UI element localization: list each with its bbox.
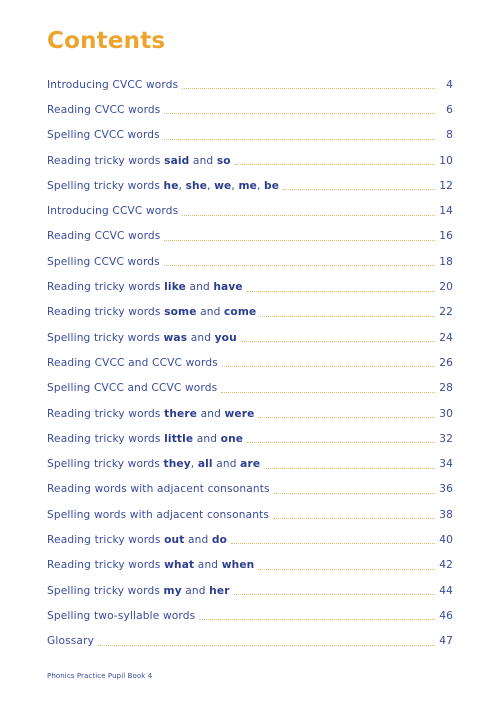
toc-page-number: 8 — [446, 129, 453, 142]
toc-entry-text: , — [256, 179, 265, 192]
toc-page-number: 34 — [439, 458, 453, 471]
toc-dot-leader — [260, 316, 435, 317]
toc-entry-text: Reading tricky words — [47, 533, 165, 546]
toc-tricky-word: little — [164, 432, 194, 445]
toc-page-number: 18 — [439, 255, 453, 268]
toc-dot-leader — [182, 88, 435, 89]
toc-page-number: 10 — [439, 154, 453, 167]
toc-entry-title — [47, 433, 243, 445]
toc-tricky-word: what — [164, 559, 195, 572]
toc-entry[interactable] — [47, 148, 453, 173]
toc-entry-text: Reading tricky words — [47, 407, 165, 420]
toc-page-number: 14 — [439, 205, 453, 218]
toc-entry-text: and — [194, 559, 222, 572]
toc-entry[interactable] — [47, 173, 453, 198]
toc-tricky-word: there — [164, 407, 198, 420]
toc-dot-leader — [235, 164, 435, 165]
toc-entry-title — [47, 180, 279, 192]
toc-dot-leader — [273, 518, 435, 519]
toc-entry-text: and — [193, 432, 221, 445]
toc-entry-text: Spelling tricky words — [47, 331, 164, 344]
toc-dot-leader — [247, 442, 435, 443]
toc-tricky-word: she — [185, 179, 208, 192]
toc-dot-leader — [164, 139, 435, 140]
toc-tricky-word: all — [197, 458, 213, 471]
toc-page-number: 46 — [439, 609, 453, 622]
toc-entry-text: Introducing CCVC words — [47, 205, 179, 218]
toc-entry-title — [47, 559, 254, 571]
toc-entry-text: , — [178, 179, 186, 192]
toc-entry[interactable] — [47, 578, 453, 603]
toc-dot-leader — [222, 366, 435, 367]
toc-tricky-word: was — [163, 331, 188, 344]
toc-page-number: 4 — [446, 78, 453, 91]
toc-page-number: 38 — [439, 508, 453, 521]
toc-entry[interactable] — [47, 274, 453, 299]
toc-tricky-word: one — [220, 432, 244, 445]
toc-page-number: 30 — [439, 407, 453, 420]
toc-entry-text: and — [189, 154, 217, 167]
toc-entry[interactable] — [47, 553, 453, 578]
toc-tricky-word: we — [214, 179, 232, 192]
toc-entry-text: Reading CVCC words — [47, 103, 161, 116]
toc-tricky-word: so — [216, 154, 231, 167]
toc-tricky-word: me — [238, 179, 257, 192]
toc-entry-title — [47, 205, 178, 217]
toc-entry[interactable] — [47, 224, 453, 249]
toc-entry[interactable] — [47, 603, 453, 628]
toc-entry-text: Spelling CCVC words — [47, 255, 160, 268]
toc-page-number: 12 — [439, 179, 453, 192]
toc-entry-text: and — [197, 407, 225, 420]
toc-dot-leader — [221, 392, 435, 393]
toc-entry-title — [47, 281, 243, 293]
toc-entry-text: and — [184, 533, 212, 546]
toc-tricky-word: be — [264, 179, 280, 192]
toc-entry-title — [47, 382, 217, 394]
toc-page-number: 47 — [439, 635, 453, 648]
toc-page-number: 26 — [439, 356, 453, 369]
toc-entry-text: and — [212, 458, 241, 471]
toc-entry-title — [47, 155, 231, 167]
toc-entry[interactable] — [47, 376, 453, 401]
toc-entry-text: Glossary — [47, 635, 94, 648]
toc-entry[interactable] — [47, 300, 453, 325]
toc-tricky-word: when — [221, 559, 255, 572]
toc-entry-text: , — [207, 179, 215, 192]
toc-entry-text: Spelling CVCC words — [47, 129, 160, 142]
toc-entry-title — [47, 332, 237, 344]
toc-page-number: 40 — [439, 533, 453, 546]
toc-entry-text: and — [185, 281, 214, 294]
toc-entry-text: Spelling tricky words — [47, 179, 164, 192]
toc-entry-title — [47, 585, 230, 597]
toc-entry[interactable] — [47, 198, 453, 223]
toc-tricky-word: do — [211, 533, 228, 546]
toc-entry[interactable] — [47, 502, 453, 527]
toc-entry-text: Reading words with adjacent consonants — [47, 483, 270, 496]
toc-entry[interactable] — [47, 401, 453, 426]
toc-tricky-word: they — [163, 458, 191, 471]
toc-entry-title — [47, 534, 227, 546]
toc-entry[interactable] — [47, 249, 453, 274]
toc-entry[interactable] — [47, 451, 453, 476]
toc-entry-text: Spelling tricky words — [47, 458, 164, 471]
toc-entry-text: Spelling words with adjacent consonants — [47, 508, 270, 521]
toc-entry-text: Reading tricky words — [47, 559, 165, 572]
toc-entry-text: , — [231, 179, 239, 192]
toc-tricky-word: like — [164, 281, 186, 294]
table-of-contents — [47, 72, 453, 654]
toc-entry-text: , — [190, 458, 198, 471]
toc-entry-title — [47, 104, 160, 116]
toc-entry-text: Reading tricky words — [47, 281, 165, 294]
toc-entry-text: Spelling two-syllable words — [47, 609, 196, 622]
toc-dot-leader — [247, 291, 435, 292]
toc-dot-leader — [241, 341, 435, 342]
toc-dot-leader — [231, 543, 435, 544]
toc-entry[interactable] — [47, 350, 453, 375]
toc-tricky-word: he — [163, 179, 179, 192]
toc-page-number: 6 — [446, 103, 453, 116]
toc-entry[interactable] — [47, 477, 453, 502]
toc-dot-leader — [274, 493, 435, 494]
toc-entry-text: Spelling tricky words — [47, 584, 164, 597]
toc-dot-leader — [234, 594, 435, 595]
toc-entry-title — [47, 79, 178, 91]
toc-entry-text: Reading CCVC words — [47, 230, 161, 243]
toc-entry[interactable] — [47, 629, 453, 654]
toc-page-number: 42 — [439, 559, 453, 572]
toc-page-number: 16 — [439, 230, 453, 243]
toc-page-number: 28 — [439, 382, 453, 395]
toc-tricky-word: some — [164, 306, 197, 319]
toc-page-number: 36 — [439, 483, 453, 496]
toc-tricky-word: were — [224, 407, 255, 420]
toc-entry-title — [47, 635, 94, 647]
toc-entry-title — [47, 458, 260, 470]
toc-dot-leader — [164, 113, 435, 114]
toc-entry-title — [47, 610, 195, 622]
toc-dot-leader — [258, 569, 435, 570]
toc-entry-title — [47, 256, 160, 268]
toc-tricky-word: her — [209, 584, 230, 597]
toc-tricky-word: come — [223, 306, 257, 319]
toc-entry-text: Spelling CVCC and CCVC words — [47, 382, 218, 395]
toc-tricky-word: have — [213, 281, 243, 294]
toc-entry-title — [47, 509, 269, 521]
toc-dot-leader — [182, 215, 435, 216]
toc-entry-title — [47, 129, 160, 141]
toc-dot-leader — [98, 645, 435, 646]
toc-page-number: 22 — [439, 306, 453, 319]
toc-entry-title — [47, 306, 256, 318]
toc-page-number: 20 — [439, 281, 453, 294]
toc-entry-text: and — [181, 584, 210, 597]
toc-tricky-word: out — [164, 533, 185, 546]
toc-entry-text: Reading tricky words — [47, 154, 165, 167]
toc-entry-title — [47, 483, 270, 495]
toc-entry-text: Reading tricky words — [47, 306, 165, 319]
toc-entry-text: Reading CVCC and CCVC words — [47, 356, 218, 369]
toc-entry[interactable] — [47, 97, 453, 122]
toc-entry-text: Reading tricky words — [47, 432, 165, 445]
toc-entry-title — [47, 408, 254, 420]
toc-dot-leader — [283, 189, 435, 190]
toc-dot-leader — [258, 417, 435, 418]
toc-entry-text: and — [187, 331, 215, 344]
toc-dot-leader — [164, 240, 435, 241]
toc-entry-text: Introducing CVCC words — [47, 78, 179, 91]
toc-entry-title — [47, 357, 218, 369]
page-title: Contents — [47, 28, 166, 54]
toc-tricky-word: are — [240, 458, 261, 471]
toc-tricky-word: my — [163, 584, 182, 597]
toc-page-number: 44 — [439, 584, 453, 597]
toc-dot-leader — [164, 265, 435, 266]
toc-entry-title — [47, 230, 160, 242]
toc-page-number: 32 — [439, 432, 453, 445]
toc-entry-text: and — [196, 306, 224, 319]
toc-entry[interactable] — [47, 72, 453, 97]
toc-entry[interactable] — [47, 426, 453, 451]
toc-dot-leader — [199, 619, 435, 620]
toc-tricky-word: you — [214, 331, 237, 344]
toc-tricky-word: said — [164, 154, 190, 167]
toc-entry[interactable] — [47, 123, 453, 148]
toc-dot-leader — [264, 468, 435, 469]
toc-entry[interactable] — [47, 527, 453, 552]
toc-entry[interactable] — [47, 325, 453, 350]
toc-page-number: 24 — [439, 331, 453, 344]
page-footer: Phonics Practice Pupil Book 4 — [47, 672, 153, 680]
